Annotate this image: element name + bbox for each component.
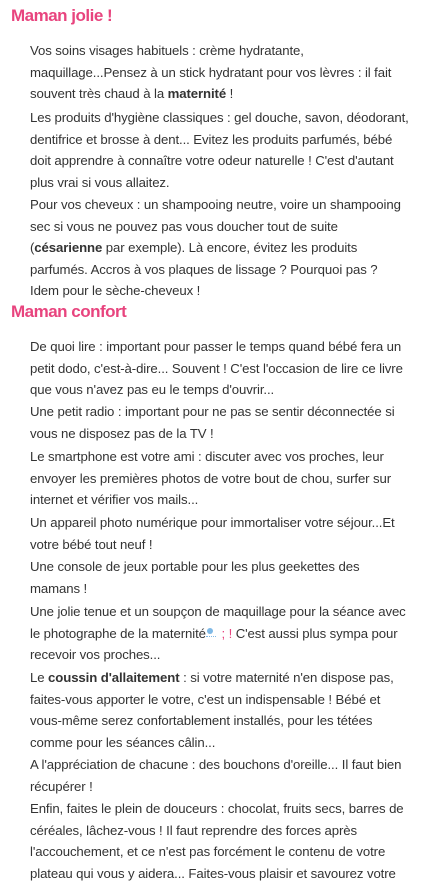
paragraph-radio: Une petit radio : important pour ne pas se sentir déconnectée si vous ne disposez pas de la TV !	[30, 404, 395, 441]
paragraph-hygiene: Les produits d'hygiène classiques : gel douche, savon, déodorant, dentifrice et brosse à dent... Evitez les produits parfumés, bébé doit apprendre à connaître votre odeur naturelle ! C'est d'autant plus vrai si vous allaitez.	[30, 110, 409, 190]
keyword-cesarienne[interactable]: césarienne	[34, 240, 103, 256]
paragraph-bouchons: A l'appréciation de chacune : des bouchons d'oreille... Il faut bien récupérer !	[30, 757, 402, 794]
section-title-maman-jolie: Maman jolie !	[11, 6, 113, 25]
paragraph-cheveux: Pour vos cheveux : un shampooing neutre, voire un shampooing sec si vous ne pouvez pas vous doucher tout de suite (césarienne par exemple). Là encore, évitez les produits parfumés. Accros à vos plaques de lissage ? Pourquoi pas ? Idem pour le sèche-cheveux !	[30, 197, 401, 299]
paragraph-smartphone: Le smartphone est votre ami : discuter avec vos proches, leur envoyer les premières photos de votre bout de chou, surfer sur internet et vérifier vos mails...	[30, 449, 392, 508]
paragraph-soins-visage: Vos soins visages habituels : crème hydratante, maquillage...Pensez à un stick hydratant pour vos lèvres : il fait souvent très chaud à la maternité !	[30, 43, 392, 102]
emoticon-text: ; !	[217, 625, 236, 641]
paragraph-appareil-photo: Un appareil photo numérique pour immortaliser votre séjour...Et votre bébé tout neuf !	[30, 515, 395, 552]
section-title-maman-confort: Maman confort	[11, 302, 127, 321]
paragraph-tenue: Une jolie tenue et un soupçon de maquillage pour la séance avec le photographe de la maternité ; ! C'est aussi plus sympa pour recevoir vos proches...	[30, 604, 406, 663]
keyword-coussin-allaitement[interactable]: coussin d'allaitement	[48, 670, 180, 685]
keyword-maternite[interactable]: maternité	[167, 86, 227, 102]
paragraph-console: Une console de jeux portable pour les plus geekettes des mamans !	[30, 559, 360, 596]
paragraph-lire: De quoi lire : important pour passer le temps quand bébé fera un petit dodo, c'est-à-dire... Souvent ! C'est l'occasion de lire ce livre que vous n'avez pas eu le temps d'ouvrir...	[30, 339, 403, 398]
smiley-icon	[206, 627, 218, 639]
paragraph-coussin: Le coussin d'allaitement : si votre maternité n'en dispose pas, faites-vous apporter le votre, c'est un indispensable ! Bébé et vous-même serez confortablement installés, pour les tétées comme pour les séances câlin...	[30, 670, 394, 750]
paragraph-douceurs: Enfin, faites le plein de douceurs : chocolat, fruits secs, barres de céréales, lâchez-vous ! Il faut reprendre des forces après l'accouchement, et ce n'est pas forcément le contenu de votre plateau qui vous y aidera... Faites-vous plaisir et savourez votre	[30, 801, 404, 881]
